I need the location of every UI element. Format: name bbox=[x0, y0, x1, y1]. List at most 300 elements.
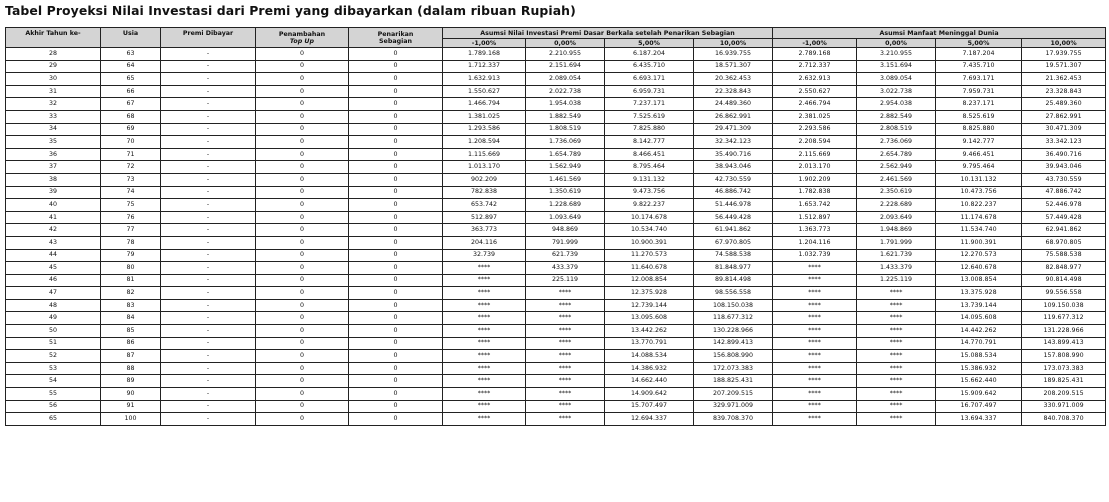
cell-usia: 66 bbox=[101, 85, 161, 98]
cell-investasi-0: 1.882.549 bbox=[526, 110, 605, 123]
cell-manfaat-0: 1.621.739 bbox=[857, 249, 936, 262]
cell-investasi-minus1: 1.466.794 bbox=[443, 98, 526, 111]
cell-manfaat-10: 23.328.843 bbox=[1022, 85, 1106, 98]
cell-top-up: 0 bbox=[256, 73, 349, 86]
cell-manfaat-5: 13.008.854 bbox=[936, 274, 1022, 287]
cell-investasi-0: **** bbox=[526, 375, 605, 388]
cell-manfaat-10: 36.490.716 bbox=[1022, 148, 1106, 161]
cell-penarikan: 0 bbox=[349, 173, 443, 186]
cell-investasi-10: 42.730.559 bbox=[694, 173, 773, 186]
cell-investasi-5: 6.693.171 bbox=[605, 73, 694, 86]
cell-premi-dibayar: - bbox=[161, 98, 256, 111]
cell-investasi-0: **** bbox=[526, 413, 605, 426]
cell-manfaat-10: 43.730.559 bbox=[1022, 173, 1106, 186]
cell-top-up: 0 bbox=[256, 262, 349, 275]
cell-usia: 87 bbox=[101, 350, 161, 363]
cell-penarikan: 0 bbox=[349, 262, 443, 275]
cell-usia: 75 bbox=[101, 199, 161, 212]
cell-investasi-10: 839.708.370 bbox=[694, 413, 773, 426]
cell-penarikan: 0 bbox=[349, 148, 443, 161]
cell-investasi-5: 9.131.132 bbox=[605, 173, 694, 186]
cell-premi-dibayar: - bbox=[161, 110, 256, 123]
cell-manfaat-5: 12.640.678 bbox=[936, 262, 1022, 275]
cell-manfaat-minus1: 2.115.669 bbox=[773, 148, 857, 161]
cell-investasi-5: 14.088.534 bbox=[605, 350, 694, 363]
cell-akhir-tahun: 41 bbox=[6, 211, 101, 224]
cell-manfaat-5: 11.534.740 bbox=[936, 224, 1022, 237]
table-row bbox=[6, 274, 1106, 287]
cell-investasi-5: 12.694.337 bbox=[605, 413, 694, 426]
cell-penarikan: 0 bbox=[349, 211, 443, 224]
cell-usia: 69 bbox=[101, 123, 161, 136]
cell-usia: 72 bbox=[101, 161, 161, 174]
table-row bbox=[6, 337, 1106, 350]
cell-penarikan: 0 bbox=[349, 236, 443, 249]
cell-usia: 90 bbox=[101, 388, 161, 401]
cell-manfaat-5: 14.770.791 bbox=[936, 337, 1022, 350]
cell-manfaat-10: 173.073.383 bbox=[1022, 362, 1106, 375]
cell-investasi-10: 130.228.966 bbox=[694, 325, 773, 338]
cell-manfaat-minus1: **** bbox=[773, 287, 857, 300]
cell-usia: 71 bbox=[101, 148, 161, 161]
cell-manfaat-5: 11.174.678 bbox=[936, 211, 1022, 224]
cell-manfaat-10: 39.943.046 bbox=[1022, 161, 1106, 174]
cell-investasi-5: 9.473.756 bbox=[605, 186, 694, 199]
cell-manfaat-minus1: 2.789.168 bbox=[773, 48, 857, 61]
table-row bbox=[6, 236, 1106, 249]
table-row bbox=[6, 388, 1106, 401]
cell-manfaat-0: **** bbox=[857, 299, 936, 312]
header-rate: 5,00% bbox=[936, 39, 1022, 48]
cell-akhir-tahun: 56 bbox=[6, 400, 101, 413]
cell-investasi-0: 1.808.519 bbox=[526, 123, 605, 136]
cell-manfaat-0: 3.022.738 bbox=[857, 85, 936, 98]
cell-manfaat-0: 2.654.789 bbox=[857, 148, 936, 161]
cell-investasi-5: 13.095.608 bbox=[605, 312, 694, 325]
cell-akhir-tahun: 29 bbox=[6, 60, 101, 73]
cell-top-up: 0 bbox=[256, 173, 349, 186]
cell-investasi-5: 7.237.171 bbox=[605, 98, 694, 111]
cell-investasi-0: **** bbox=[526, 287, 605, 300]
cell-investasi-5: 12.375.928 bbox=[605, 287, 694, 300]
cell-investasi-0: 1.350.619 bbox=[526, 186, 605, 199]
cell-manfaat-5: 15.662.440 bbox=[936, 375, 1022, 388]
cell-investasi-0: 791.999 bbox=[526, 236, 605, 249]
cell-manfaat-10: 17.939.755 bbox=[1022, 48, 1106, 61]
cell-top-up: 0 bbox=[256, 211, 349, 224]
cell-manfaat-0: 2.808.519 bbox=[857, 123, 936, 136]
cell-manfaat-5: 12.270.573 bbox=[936, 249, 1022, 262]
cell-penarikan: 0 bbox=[349, 299, 443, 312]
cell-manfaat-0: 2.093.649 bbox=[857, 211, 936, 224]
cell-akhir-tahun: 48 bbox=[6, 299, 101, 312]
cell-investasi-10: 32.342.123 bbox=[694, 136, 773, 149]
cell-manfaat-0: 1.791.999 bbox=[857, 236, 936, 249]
cell-premi-dibayar: - bbox=[161, 73, 256, 86]
cell-manfaat-0: **** bbox=[857, 362, 936, 375]
cell-usia: 79 bbox=[101, 249, 161, 262]
cell-investasi-10: 81.848.977 bbox=[694, 262, 773, 275]
table-row bbox=[6, 60, 1106, 73]
cell-akhir-tahun: 30 bbox=[6, 73, 101, 86]
cell-top-up: 0 bbox=[256, 161, 349, 174]
cell-penarikan: 0 bbox=[349, 123, 443, 136]
cell-premi-dibayar: - bbox=[161, 362, 256, 375]
cell-manfaat-10: 189.825.431 bbox=[1022, 375, 1106, 388]
cell-manfaat-minus1: **** bbox=[773, 388, 857, 401]
cell-akhir-tahun: 33 bbox=[6, 110, 101, 123]
cell-top-up: 0 bbox=[256, 136, 349, 149]
cell-akhir-tahun: 54 bbox=[6, 375, 101, 388]
cell-investasi-10: 74.588.538 bbox=[694, 249, 773, 262]
cell-manfaat-10: 33.342.123 bbox=[1022, 136, 1106, 149]
cell-manfaat-5: 13.694.337 bbox=[936, 413, 1022, 426]
table-row bbox=[6, 136, 1106, 149]
header-rate: -1,00% bbox=[443, 39, 526, 48]
table-row bbox=[6, 400, 1106, 413]
table-row bbox=[6, 123, 1106, 136]
cell-top-up: 0 bbox=[256, 350, 349, 363]
cell-manfaat-5: 15.088.534 bbox=[936, 350, 1022, 363]
cell-akhir-tahun: 65 bbox=[6, 413, 101, 426]
table-row bbox=[6, 299, 1106, 312]
cell-manfaat-5: 13.739.144 bbox=[936, 299, 1022, 312]
cell-manfaat-0: **** bbox=[857, 400, 936, 413]
cell-usia: 81 bbox=[101, 274, 161, 287]
cell-top-up: 0 bbox=[256, 60, 349, 73]
cell-manfaat-minus1: 1.653.742 bbox=[773, 199, 857, 212]
header-sebagian-label: Sebagian bbox=[379, 37, 412, 45]
cell-investasi-minus1: **** bbox=[443, 388, 526, 401]
cell-investasi-10: 67.970.805 bbox=[694, 236, 773, 249]
cell-manfaat-10: 75.588.538 bbox=[1022, 249, 1106, 262]
cell-investasi-minus1: **** bbox=[443, 274, 526, 287]
cell-top-up: 0 bbox=[256, 325, 349, 338]
cell-manfaat-5: 7.435.710 bbox=[936, 60, 1022, 73]
header-premi-dibayar: Premi Dibayar bbox=[161, 28, 256, 48]
cell-akhir-tahun: 44 bbox=[6, 249, 101, 262]
cell-manfaat-10: 90.814.498 bbox=[1022, 274, 1106, 287]
cell-penarikan: 0 bbox=[349, 48, 443, 61]
cell-akhir-tahun: 47 bbox=[6, 287, 101, 300]
cell-top-up: 0 bbox=[256, 224, 349, 237]
cell-investasi-10: 24.489.360 bbox=[694, 98, 773, 111]
cell-investasi-5: 14.909.642 bbox=[605, 388, 694, 401]
cell-manfaat-minus1: 1.782.838 bbox=[773, 186, 857, 199]
cell-premi-dibayar: - bbox=[161, 211, 256, 224]
cell-investasi-minus1: **** bbox=[443, 350, 526, 363]
cell-premi-dibayar: - bbox=[161, 375, 256, 388]
cell-investasi-minus1: 1.632.913 bbox=[443, 73, 526, 86]
table-body bbox=[6, 48, 1106, 426]
cell-investasi-0: **** bbox=[526, 312, 605, 325]
cell-investasi-10: 188.825.431 bbox=[694, 375, 773, 388]
cell-top-up: 0 bbox=[256, 413, 349, 426]
cell-usia: 74 bbox=[101, 186, 161, 199]
cell-usia: 78 bbox=[101, 236, 161, 249]
cell-manfaat-minus1: **** bbox=[773, 400, 857, 413]
cell-investasi-5: 6.435.710 bbox=[605, 60, 694, 73]
cell-manfaat-0: **** bbox=[857, 287, 936, 300]
cell-investasi-minus1: **** bbox=[443, 362, 526, 375]
cell-top-up: 0 bbox=[256, 299, 349, 312]
cell-manfaat-10: 82.848.977 bbox=[1022, 262, 1106, 275]
header-rate: -1,00% bbox=[773, 39, 857, 48]
table-row bbox=[6, 224, 1106, 237]
header-rate: 10,00% bbox=[1022, 39, 1106, 48]
cell-manfaat-10: 119.677.312 bbox=[1022, 312, 1106, 325]
cell-manfaat-minus1: **** bbox=[773, 262, 857, 275]
cell-premi-dibayar: - bbox=[161, 350, 256, 363]
cell-manfaat-minus1: 2.013.170 bbox=[773, 161, 857, 174]
cell-penarikan: 0 bbox=[349, 161, 443, 174]
cell-penarikan: 0 bbox=[349, 400, 443, 413]
cell-manfaat-minus1: **** bbox=[773, 337, 857, 350]
table-title: Tabel Proyeksi Nilai Investasi dari Premi yang dibayarkan (dalam ribuan Rupiah) bbox=[5, 3, 576, 18]
cell-manfaat-0: 2.461.569 bbox=[857, 173, 936, 186]
cell-investasi-0: 2.022.738 bbox=[526, 85, 605, 98]
cell-manfaat-0: 2.954.038 bbox=[857, 98, 936, 111]
cell-manfaat-10: 109.150.038 bbox=[1022, 299, 1106, 312]
table-row bbox=[6, 249, 1106, 262]
cell-manfaat-0: 3.210.955 bbox=[857, 48, 936, 61]
cell-akhir-tahun: 55 bbox=[6, 388, 101, 401]
cell-top-up: 0 bbox=[256, 48, 349, 61]
cell-manfaat-10: 47.886.742 bbox=[1022, 186, 1106, 199]
cell-manfaat-0: 1.225.119 bbox=[857, 274, 936, 287]
cell-premi-dibayar: - bbox=[161, 337, 256, 350]
cell-premi-dibayar: - bbox=[161, 388, 256, 401]
cell-manfaat-minus1: 1.512.897 bbox=[773, 211, 857, 224]
cell-top-up: 0 bbox=[256, 287, 349, 300]
header-akhir-tahun: Akhir Tahun ke- bbox=[6, 28, 101, 48]
cell-manfaat-0: 3.151.694 bbox=[857, 60, 936, 73]
cell-investasi-minus1: 1.789.168 bbox=[443, 48, 526, 61]
cell-akhir-tahun: 28 bbox=[6, 48, 101, 61]
cell-penarikan: 0 bbox=[349, 413, 443, 426]
cell-manfaat-minus1: **** bbox=[773, 350, 857, 363]
cell-usia: 64 bbox=[101, 60, 161, 73]
cell-akhir-tahun: 38 bbox=[6, 173, 101, 186]
cell-akhir-tahun: 35 bbox=[6, 136, 101, 149]
cell-manfaat-minus1: 1.204.116 bbox=[773, 236, 857, 249]
cell-penarikan: 0 bbox=[349, 60, 443, 73]
cell-investasi-minus1: **** bbox=[443, 337, 526, 350]
cell-penarikan: 0 bbox=[349, 274, 443, 287]
cell-manfaat-10: 27.862.991 bbox=[1022, 110, 1106, 123]
cell-investasi-0: 1.562.949 bbox=[526, 161, 605, 174]
cell-manfaat-minus1: 2.466.794 bbox=[773, 98, 857, 111]
cell-investasi-10: 108.150.038 bbox=[694, 299, 773, 312]
cell-investasi-5: 6.187.204 bbox=[605, 48, 694, 61]
cell-manfaat-0: 2.882.549 bbox=[857, 110, 936, 123]
cell-investasi-5: 14.386.932 bbox=[605, 362, 694, 375]
table-row bbox=[6, 148, 1106, 161]
cell-manfaat-minus1: **** bbox=[773, 274, 857, 287]
cell-top-up: 0 bbox=[256, 186, 349, 199]
cell-usia: 80 bbox=[101, 262, 161, 275]
header-penambahan-top-up bbox=[256, 28, 349, 48]
cell-investasi-10: 26.862.991 bbox=[694, 110, 773, 123]
cell-investasi-minus1: 363.773 bbox=[443, 224, 526, 237]
cell-manfaat-minus1: **** bbox=[773, 375, 857, 388]
cell-penarikan: 0 bbox=[349, 350, 443, 363]
cell-premi-dibayar: - bbox=[161, 274, 256, 287]
cell-investasi-5: 9.822.237 bbox=[605, 199, 694, 212]
cell-investasi-10: 20.362.453 bbox=[694, 73, 773, 86]
cell-investasi-minus1: 1.712.337 bbox=[443, 60, 526, 73]
cell-manfaat-10: 25.489.360 bbox=[1022, 98, 1106, 111]
header-rate: 10,00% bbox=[694, 39, 773, 48]
cell-manfaat-0: **** bbox=[857, 325, 936, 338]
cell-investasi-10: 16.939.755 bbox=[694, 48, 773, 61]
cell-investasi-0: 948.869 bbox=[526, 224, 605, 237]
cell-manfaat-5: 9.142.777 bbox=[936, 136, 1022, 149]
cell-investasi-minus1: **** bbox=[443, 325, 526, 338]
cell-investasi-0: 1.654.789 bbox=[526, 148, 605, 161]
cell-investasi-5: 8.795.464 bbox=[605, 161, 694, 174]
cell-manfaat-0: **** bbox=[857, 312, 936, 325]
cell-investasi-0: **** bbox=[526, 337, 605, 350]
cell-penarikan: 0 bbox=[349, 136, 443, 149]
cell-manfaat-5: 8.237.171 bbox=[936, 98, 1022, 111]
cell-top-up: 0 bbox=[256, 110, 349, 123]
cell-investasi-minus1: 204.116 bbox=[443, 236, 526, 249]
cell-premi-dibayar: - bbox=[161, 173, 256, 186]
cell-penarikan: 0 bbox=[349, 312, 443, 325]
cell-investasi-5: 7.525.619 bbox=[605, 110, 694, 123]
cell-investasi-0: **** bbox=[526, 362, 605, 375]
cell-manfaat-10: 30.471.309 bbox=[1022, 123, 1106, 136]
cell-akhir-tahun: 32 bbox=[6, 98, 101, 111]
cell-premi-dibayar: - bbox=[161, 400, 256, 413]
cell-investasi-minus1: **** bbox=[443, 413, 526, 426]
cell-investasi-5: 11.640.678 bbox=[605, 262, 694, 275]
cell-investasi-10: 98.556.558 bbox=[694, 287, 773, 300]
cell-investasi-10: 172.073.383 bbox=[694, 362, 773, 375]
cell-premi-dibayar: - bbox=[161, 249, 256, 262]
cell-akhir-tahun: 34 bbox=[6, 123, 101, 136]
cell-manfaat-5: 14.095.608 bbox=[936, 312, 1022, 325]
cell-akhir-tahun: 49 bbox=[6, 312, 101, 325]
cell-top-up: 0 bbox=[256, 236, 349, 249]
cell-investasi-10: 207.209.515 bbox=[694, 388, 773, 401]
header-penambahan-label: Penambahan bbox=[278, 30, 326, 38]
cell-investasi-0: **** bbox=[526, 388, 605, 401]
cell-akhir-tahun: 53 bbox=[6, 362, 101, 375]
cell-premi-dibayar: - bbox=[161, 299, 256, 312]
cell-akhir-tahun: 37 bbox=[6, 161, 101, 174]
cell-investasi-0: 1.954.038 bbox=[526, 98, 605, 111]
cell-top-up: 0 bbox=[256, 388, 349, 401]
cell-investasi-minus1: 1.115.669 bbox=[443, 148, 526, 161]
cell-investasi-10: 56.449.428 bbox=[694, 211, 773, 224]
cell-manfaat-10: 21.362.453 bbox=[1022, 73, 1106, 86]
cell-investasi-5: 11.270.573 bbox=[605, 249, 694, 262]
cell-top-up: 0 bbox=[256, 199, 349, 212]
cell-investasi-10: 18.571.307 bbox=[694, 60, 773, 73]
cell-manfaat-0: 2.736.069 bbox=[857, 136, 936, 149]
cell-akhir-tahun: 51 bbox=[6, 337, 101, 350]
cell-penarikan: 0 bbox=[349, 73, 443, 86]
cell-premi-dibayar: - bbox=[161, 123, 256, 136]
cell-premi-dibayar: - bbox=[161, 136, 256, 149]
cell-investasi-5: 6.959.731 bbox=[605, 85, 694, 98]
cell-manfaat-5: 11.900.391 bbox=[936, 236, 1022, 249]
cell-investasi-5: 7.825.880 bbox=[605, 123, 694, 136]
cell-investasi-5: 13.770.791 bbox=[605, 337, 694, 350]
cell-top-up: 0 bbox=[256, 362, 349, 375]
table-row bbox=[6, 312, 1106, 325]
table-row bbox=[6, 85, 1106, 98]
cell-akhir-tahun: 46 bbox=[6, 274, 101, 287]
cell-premi-dibayar: - bbox=[161, 262, 256, 275]
cell-top-up: 0 bbox=[256, 337, 349, 350]
cell-usia: 73 bbox=[101, 173, 161, 186]
cell-manfaat-10: 143.899.413 bbox=[1022, 337, 1106, 350]
cell-manfaat-minus1: **** bbox=[773, 413, 857, 426]
table-row bbox=[6, 375, 1106, 388]
cell-investasi-5: 10.174.678 bbox=[605, 211, 694, 224]
cell-manfaat-10: 19.571.307 bbox=[1022, 60, 1106, 73]
cell-penarikan: 0 bbox=[349, 362, 443, 375]
cell-manfaat-5: 7.959.731 bbox=[936, 85, 1022, 98]
cell-investasi-0: 1.228.689 bbox=[526, 199, 605, 212]
cell-investasi-10: 35.490.716 bbox=[694, 148, 773, 161]
cell-manfaat-minus1: 2.550.627 bbox=[773, 85, 857, 98]
cell-akhir-tahun: 52 bbox=[6, 350, 101, 363]
cell-manfaat-5: 9.466.451 bbox=[936, 148, 1022, 161]
cell-investasi-0: 433.379 bbox=[526, 262, 605, 275]
cell-manfaat-0: **** bbox=[857, 375, 936, 388]
cell-manfaat-10: 62.941.862 bbox=[1022, 224, 1106, 237]
cell-investasi-5: 14.662.440 bbox=[605, 375, 694, 388]
header-usia: Usia bbox=[101, 28, 161, 48]
cell-manfaat-minus1: 1.032.739 bbox=[773, 249, 857, 262]
cell-manfaat-5: 9.795.464 bbox=[936, 161, 1022, 174]
cell-premi-dibayar: - bbox=[161, 85, 256, 98]
table-row bbox=[6, 98, 1106, 111]
cell-usia: 76 bbox=[101, 211, 161, 224]
cell-investasi-minus1: **** bbox=[443, 400, 526, 413]
cell-akhir-tahun: 42 bbox=[6, 224, 101, 237]
cell-investasi-10: 51.446.978 bbox=[694, 199, 773, 212]
cell-penarikan: 0 bbox=[349, 224, 443, 237]
cell-penarikan: 0 bbox=[349, 199, 443, 212]
cell-akhir-tahun: 31 bbox=[6, 85, 101, 98]
cell-top-up: 0 bbox=[256, 274, 349, 287]
cell-premi-dibayar: - bbox=[161, 48, 256, 61]
cell-investasi-5: 8.466.451 bbox=[605, 148, 694, 161]
cell-manfaat-5: 14.442.262 bbox=[936, 325, 1022, 338]
cell-manfaat-0: 1.948.869 bbox=[857, 224, 936, 237]
cell-investasi-5: 15.707.497 bbox=[605, 400, 694, 413]
cell-investasi-10: 46.886.742 bbox=[694, 186, 773, 199]
cell-manfaat-10: 208.209.515 bbox=[1022, 388, 1106, 401]
cell-manfaat-10: 52.446.978 bbox=[1022, 199, 1106, 212]
cell-manfaat-minus1: 2.632.913 bbox=[773, 73, 857, 86]
cell-premi-dibayar: - bbox=[161, 312, 256, 325]
cell-investasi-5: 12.739.144 bbox=[605, 299, 694, 312]
cell-investasi-0: 2.151.694 bbox=[526, 60, 605, 73]
table-row bbox=[6, 186, 1106, 199]
cell-penarikan: 0 bbox=[349, 98, 443, 111]
cell-manfaat-0: 3.089.054 bbox=[857, 73, 936, 86]
header-penarikan-sebagian bbox=[349, 28, 443, 48]
cell-investasi-minus1: **** bbox=[443, 287, 526, 300]
cell-usia: 85 bbox=[101, 325, 161, 338]
cell-penarikan: 0 bbox=[349, 110, 443, 123]
